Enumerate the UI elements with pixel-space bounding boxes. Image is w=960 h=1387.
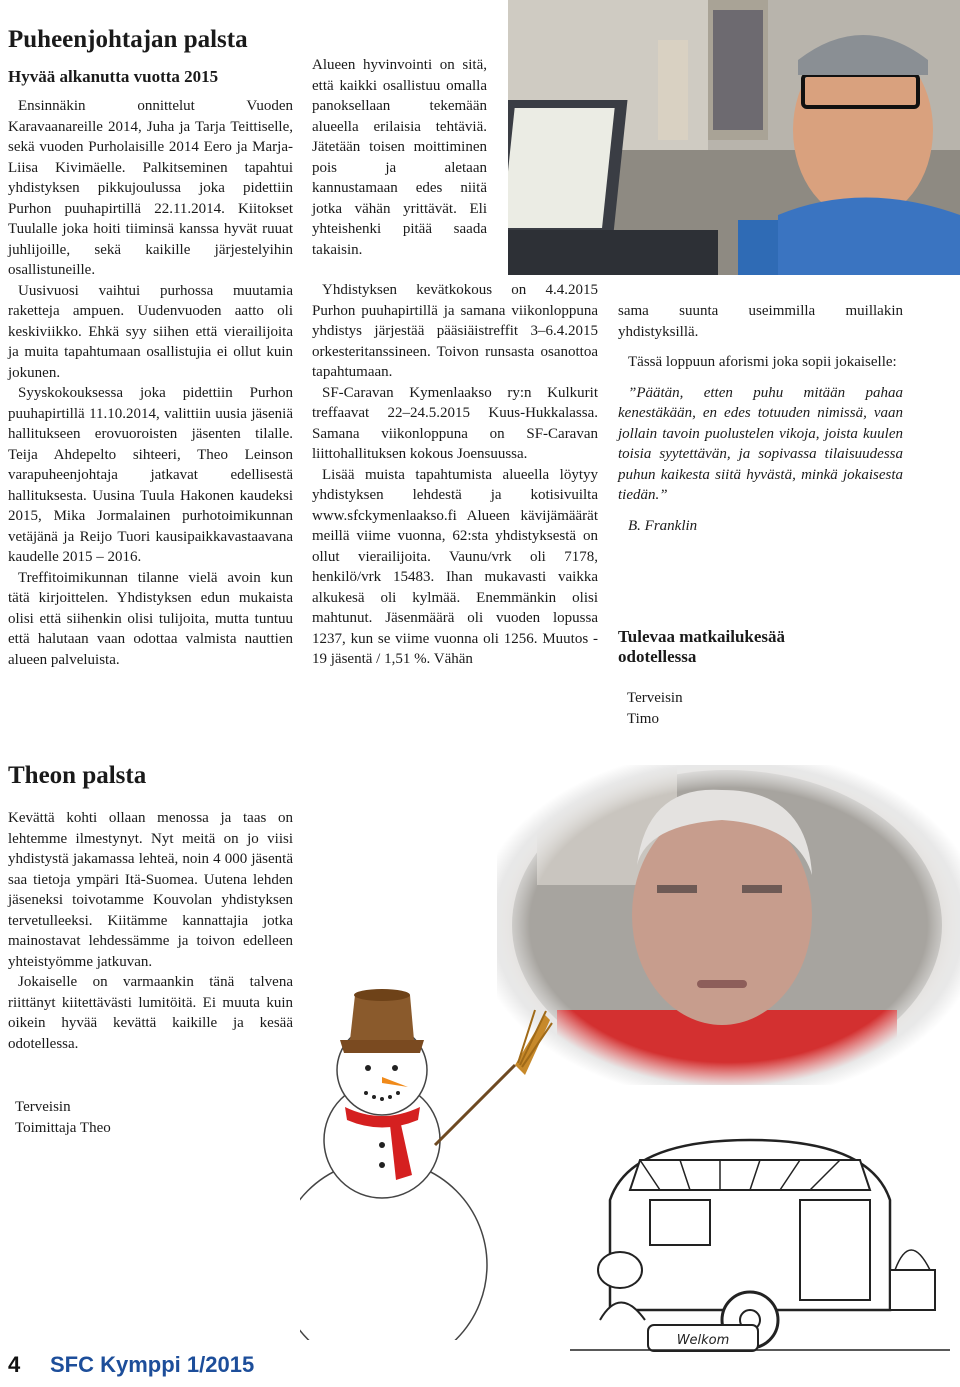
paragraph: Yhdistyksen kevätkokous on 4.4.2015 Purhon puuhapirtillä ja samana viikonloppuna yhdistys järjestää pääsiäistreffit 3–6.4.2015 orkesteritanssineen. Toivon runsasta osanottoa tapahtumaan.: [312, 282, 598, 380]
article-column-1: [8, 96, 293, 670]
signature-greeting: Terveisin: [627, 690, 683, 706]
paragraph: sama suunta useimmilla muillakin yhdistyksillä.: [618, 303, 903, 340]
snowman-icon: [300, 975, 560, 1340]
page-number: 4: [8, 1352, 21, 1377]
paragraph: Uusivuosi vaihtui purhossa muutamia raketteja ampuen. Uudenvuoden aatto oli keskiviikko. Ehkä syy siihen että vierailijoita ja muita tapahtumaan osallistujia ei ollut kuin jokunen.: [8, 282, 293, 381]
paragraph: Syyskokouksessa joka pidettiin Purhon puuhapirtillä 11.10.2014, valittiin uusia jäseniä hallitukseen erovuoroisten jäsenten tilalle. Teija Ahdepelto sihteeri, Theo Leinson varapuheenjohtaja jatkavat edellisestä hallituksesta. Uusina Tuula Hakonen kaudeksi 2015, Mika Jormalainen purhotoimikunnan vetäjänä ja Reijo Tuori kausipaikkavastaavana kaudelle 2015 – 2016.: [8, 385, 293, 565]
signature: [15, 1097, 215, 1138]
paragraph: Lisää muista tapahtumista alueella löytyy yhdistyksen lehdestä ja kotisivuilta www.sfckymenlaakso.fi Alueen kävijämäärät meillä viime vuonna, 62:sta yhdistyksestä on ollut vierailijoita. Vaunu/vrk oli 7178, henkilö/vrk 15483. Ihan mukavasti vaikka alkukesä oli kylmää. Enemmänkin olisi mahtunut. Jäsenmäärä oli vuoden lopussa 1237, kun se viime vuonna oli 1256. Muutos - 19 jäsentä / 1,51 %. Vähän: [312, 466, 598, 667]
signature-name: Timo: [627, 710, 659, 727]
caravan-icon: [570, 1120, 950, 1360]
paragraph: Ensinnäkin onnittelut Vuoden Karavaanareille 2014, Juha ja Tarja Teittiselle, sekä vuoden Purholaisille 2014 Eero ja Marja-Liisa Kivimäelle. Palkitseminen tapahtui yhdistyksen pikkujoulussa joka pidettiin Purhon puuhapirtillä 22.11.2014. Kiitokset Tuulalle joka hoiti tiiminsä kanssa hyvät ruuat juhlijoille, sekä kaikille järjestelyihin osallistuneille.: [8, 98, 293, 278]
paragraph: SF-Caravan Kymenlaakso ry:n Kulkurit treffaavat 22–24.5.2015 Kuus-Hukkalassa. Samana viikonloppuna on SF-Caravan liittohallituksen kokous Joensuussa.: [312, 384, 598, 462]
aphorism-quote: ”Päätän, etten puhu mitään pahaa kenestäkään, en edes totuuden nimissä, vaan jollain tavoin puolustelen vikoja, joista kuulen toisia syytettävän, ja sopivassa tilaisuudessa puhun kaikesta siitä hyvästä, minkä jokaisesta tiedän.”: [618, 384, 903, 503]
closing-heading: Tulevaa matkailukesää odotellessa: [618, 627, 786, 667]
article-column-2: [312, 280, 598, 670]
portrait-photo: [508, 0, 960, 275]
quote-author: B. Franklin: [628, 517, 698, 534]
vignette-portrait-graphic: [497, 765, 960, 1085]
signature-greeting: Terveisin: [15, 1099, 71, 1115]
article-column-2-top: [312, 55, 487, 260]
paragraph: Treffitoimikunnan tilanne vielä avoin kun tätä kirjoittelen. Yhdistyksen edun mukaista olisi että siihenkin olisi tulijoita, mutta tuntuu että halutaan vaan odottaa valmista nauttien alueen palveluista.: [8, 569, 293, 668]
caravan-illustration: [570, 1120, 950, 1360]
article-column: [8, 808, 293, 1054]
article-title: Puheenjohtajan palsta: [8, 26, 248, 53]
paragraph: Alueen hyvinvointi on sitä, että kaikki osallistuu omalla panoksellaan tekemään alueella erilaisia tehtäviä. Jätetään toisen moittiminen pois ja aletaan kannustamaan edes niitä jotka vähän yrittävät. Eli yhteishenki pitää saada takaisin.: [312, 57, 487, 258]
snowman-illustration: [300, 975, 560, 1340]
article-column-3: [618, 301, 903, 536]
magazine-name: SFC Kymppi 1/2015: [50, 1352, 255, 1377]
signature: [627, 688, 827, 729]
vignette-portrait-photo: [497, 765, 960, 1085]
signature-name: Toimittaja Theo: [15, 1119, 111, 1136]
paragraph: Jokaiselle on varmaankin tänä talvena riittänyt kiitettävästi lumitöitä. Ei muuta kuin oikein hyvää kevättä kaikille ja kesää odotellessa.: [8, 974, 293, 1052]
caravan-sign-text: Welkom: [676, 1333, 730, 1348]
portrait-photo-graphic: [508, 0, 960, 275]
paragraph: Tässä loppuun aforismi joka sopii jokaiselle:: [628, 354, 897, 370]
paragraph: Kevättä kohti ollaan menossa ja taas on lehtemme ilmestynyt. Nyt meitä on jo viisi yhdistystä jakamassa lehteä, noin 4 000 jäsentä saa tietoja ympäri Itä-Suomea. Uutena lehden jäseneksi toivotamme Kouvolan yhdistyksen tervetulleeksi. Kiitämme kannattajia jotka mainostavat lehdessämme ja toivon edelleen yhteistyömme jatkuvan.: [8, 810, 293, 970]
article-title: Theon palsta: [8, 762, 147, 789]
article-subtitle: Hyvää alkanutta vuotta 2015: [8, 67, 219, 86]
